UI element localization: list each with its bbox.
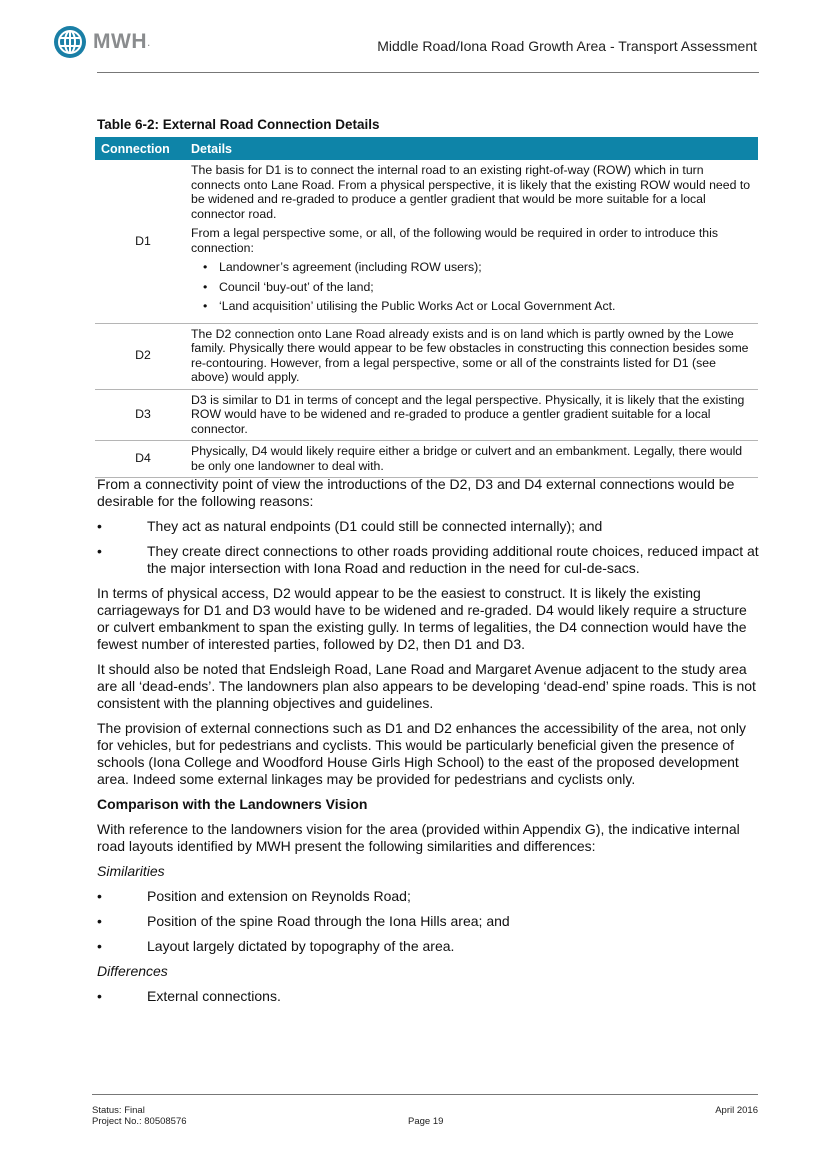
logo-text: MWH xyxy=(93,30,147,53)
list-item xyxy=(97,913,762,930)
table-row xyxy=(95,160,758,323)
page-number: Page 19 xyxy=(408,1116,444,1127)
page-header xyxy=(0,0,821,80)
similarities-list xyxy=(97,888,762,955)
column-header-connection: Connection xyxy=(95,137,185,160)
list-item: • Council ‘buy-out’ of the land; xyxy=(219,280,752,295)
status-text: Status: Final xyxy=(92,1105,145,1116)
paragraph-physical-access: In terms of physical access, D2 would appear to be the easiest to construct. It is likely the existing carriageways for D1 and D3 would have to be widened and re-graded. D4 would likely require a structure or culvert embankment to span the existing gully. In terms of legalities, the D4 connection would have the fewest number of interested parties, followed by D2, then D1 and D3. xyxy=(97,585,747,652)
paragraph-connectivity: From a connectivity point of view the introductions of the D2, D3 and D4 external connections would be desirable for the following reasons: xyxy=(97,476,735,509)
details-paragraph: The basis for D1 is to connect the internal road to an existing right-of-way (ROW) which in turn connects onto Lane Road. From a physical perspective, it is likely that the existing ROW would need to be widened and re-graded to produce a gentler gradient that would be more suitable for a local connector road. xyxy=(191,163,751,221)
table-row xyxy=(95,441,758,478)
header-divider xyxy=(97,72,759,73)
details-paragraph: From a legal perspective some, or all, of the following would be required in order to introduce this connection: xyxy=(191,226,718,255)
footer-date: April 2016 xyxy=(715,1105,758,1116)
mwh-logo xyxy=(53,25,150,59)
list-item-text: External connections. xyxy=(147,988,281,1004)
details-paragraph: Physically, D4 would likely require either a bridge or culvert and an embankment. Legally, there would be only one landowner to deal with. xyxy=(191,444,743,473)
details-paragraph: The D2 connection onto Lane Road already exists and is on land which is partly owned by the Lowe family. Physically there would appear to be few obstacles in constructing this connection besides some re-contouring. However, from a legal perspective, some or all of the constraints listed for D1 (see above) would apply. xyxy=(191,326,749,384)
section-heading: Comparison with the Landowners Vision xyxy=(97,796,368,812)
differences-list xyxy=(97,988,762,1005)
footer-divider xyxy=(92,1094,758,1095)
table-row xyxy=(95,389,758,441)
globe-icon xyxy=(53,25,87,59)
bullet-icon: • xyxy=(97,888,102,904)
list-item xyxy=(97,543,762,577)
connection-id: D1 xyxy=(95,160,185,323)
connection-id: D3 xyxy=(95,389,185,441)
list-item-text: Position and extension on Reynolds Road; xyxy=(147,888,411,904)
bullet-icon: • xyxy=(97,988,102,1004)
list-item-text: Layout largely dictated by topography of the area. xyxy=(147,938,455,954)
paragraph-accessibility: The provision of external connections such as D1 and D2 enhances the accessibility of the area, not only for vehicles, but for pedestrians and cyclists. This would be particularly beneficial given the presence of schools (Iona College and Woodford House Girls High School) to the east of the proposed development area. Indeed some external linkages may be provided for pedestrians and cyclists only. xyxy=(97,720,747,787)
reasons-list xyxy=(97,518,762,577)
connection-id: D2 xyxy=(95,323,185,389)
list-item xyxy=(97,518,762,535)
body-text xyxy=(97,476,762,1013)
bullet-icon: • xyxy=(97,543,102,559)
list-item-text: They create direct connections to other roads providing additional route choices, reduced impact at the major intersection with Iona Road and reduction in the need for cul-de-sacs. xyxy=(147,543,759,576)
list-item xyxy=(97,888,762,905)
similarities-label: Similarities xyxy=(97,863,165,879)
connection-details xyxy=(185,441,758,478)
differences-label: Differences xyxy=(97,963,168,979)
document-title: Middle Road/Iona Road Growth Area - Transport Assessment xyxy=(377,38,757,54)
table-header-row xyxy=(95,137,758,160)
connection-id: D4 xyxy=(95,441,185,478)
paragraph-landowners-vision: With reference to the landowners vision for the area (provided within Appendix G), the indicative internal road layouts identified by MWH present the following similarities and differences: xyxy=(97,821,740,854)
list-item-text: They act as natural endpoints (D1 could still be connected internally); and xyxy=(147,518,603,534)
details-paragraph: D3 is similar to D1 in terms of concept and the legal perspective. Physically, it is likely that the existing ROW would have to be widened and re-graded to produce a gentler gradient suitable for a local connector. xyxy=(191,392,745,436)
list-item xyxy=(97,988,762,1005)
footer-left xyxy=(92,1105,187,1127)
connection-details xyxy=(185,160,758,323)
table-row xyxy=(95,323,758,389)
connection-details xyxy=(185,389,758,441)
list-item: • ‘Land acquisition’ utilising the Public Works Act or Local Government Act. xyxy=(219,299,752,314)
list-item-text: Position of the spine Road through the Iona Hills area; and xyxy=(147,913,510,929)
connection-table xyxy=(95,137,758,478)
column-header-details: Details xyxy=(185,137,758,160)
project-number: Project No.: 80508576 xyxy=(92,1116,187,1127)
bullet-icon: • xyxy=(97,913,102,929)
list-item: • Landowner’s agreement (including ROW users); xyxy=(219,260,752,275)
list-item xyxy=(97,938,762,955)
bullet-icon: • xyxy=(97,938,102,954)
connection-details xyxy=(185,323,758,389)
paragraph-dead-ends: It should also be noted that Endsleigh Road, Lane Road and Margaret Avenue adjacent to the study area are all ‘dead-ends’. The landowners plan also appears to be developing ‘dead-end’ spine roads. This is not consistent with the planning objectives and guidelines. xyxy=(97,661,756,711)
requirements-list xyxy=(191,260,752,314)
table-caption: Table 6-2: External Road Connection Details xyxy=(97,117,380,132)
bullet-icon: • xyxy=(97,518,102,534)
logo-dot: . xyxy=(146,35,151,49)
